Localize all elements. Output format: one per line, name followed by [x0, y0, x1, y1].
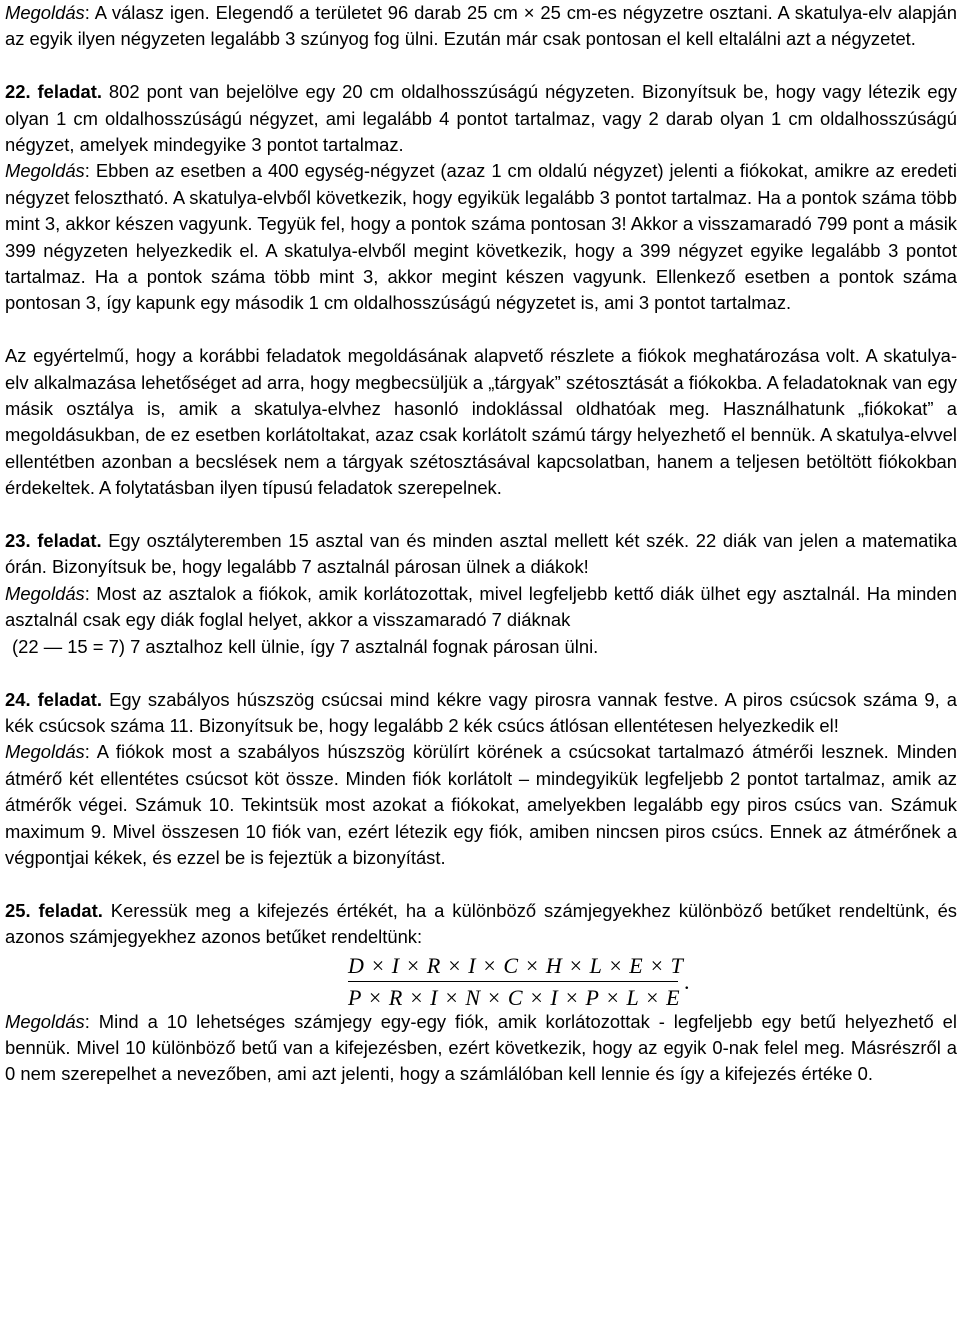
- task-text: Keressük meg a kifejezés értékét, ha a különböző számjegyekhez különböző betűket rendeltünk, és azonos számjegyekhez azonos betűket rendeltünk:: [5, 899, 957, 948]
- task-heading: 24. feladat.: [5, 688, 103, 710]
- paragraph-gap: [5, 502, 957, 528]
- solution-25: [5, 1009, 957, 1088]
- solution-23-continued: (22 — 15 = 7) 7 asztalhoz kell ülnie, így 7 asztalnál fognak párosan ülni.: [12, 635, 599, 657]
- solution-label: Megoldás: [5, 160, 85, 182]
- fraction-bar: [348, 981, 678, 983]
- solution-text: : Ebben az esetben a 400 egység-négyzet (azaz 1 cm oldalú négyzet) jelenti a fiókokat, amikre az eredeti négyzet felosztható. A skatulya-elvből következik, hogy egyikük legalább 3 pontot tartalmaz. Ha a pontok száma több mint 3, akkor készen vagyunk. Tegyük fel, hogy a pontok száma pontosan 3! Akkor a visszamaradó 799 pont a másik 399 négyzeten helyezkedik el. A skatulya-elvből megint következik, hogy a 399 négyzet egyike legalább 3 pontot tartalmaz. Ha a pontok száma több mint 3, akkor megint készen vagyunk. Ellenkező esetben a pontok száma pontosan 3, így kapunk egy második 1 cm oldalhosszúságú négyzetet is, ami 3 pontot tartalmaz.: [5, 160, 957, 314]
- task-text: Egy osztályteremben 15 asztal van és minden asztal mellett két szék. 22 diák van jelen a matematika órán. Bizonyítsuk be, hogy legalább 7 asztalnál párosan ülnek a diákok!: [5, 530, 958, 578]
- solution-label: Megoldás: [5, 2, 85, 23]
- fraction-formula: [5, 951, 957, 1009]
- task-24: [5, 687, 957, 740]
- solution-label: Megoldás: [5, 741, 85, 763]
- solution-label: Megoldás: [5, 582, 85, 604]
- solution-21: [5, 0, 957, 53]
- solution-22: [5, 158, 957, 316]
- task-23: [5, 528, 957, 581]
- solution-text: : Most az asztalok a fiókok, amik korlátozottak, mivel legfeljebb kettő diák ülhet egy asztalnál. Ha minden asztalnál csak egy diák foglal helyet, akkor a visszamaradó 7 diáknak: [5, 582, 957, 631]
- solution-text: : A válasz igen. Elegendő a területet 96 darab 25 cm × 25 cm-es négyzetre osztani. A skatulya-elv alapján az egyik ilyen négyzeten legalább 3 szúnyog fog ülni. Ezután már csak pontosan el kell eltalálni azt a négyzetet.: [5, 2, 957, 50]
- paragraph-gap: [5, 871, 957, 897]
- task-heading: 23. feladat.: [5, 530, 102, 552]
- paragraph-gap: [5, 660, 957, 686]
- fraction-numerator: D × I × R × I × C × H × L × E × T: [348, 952, 684, 978]
- paragraph-gap: [5, 53, 957, 79]
- task-text: Egy szabályos húszszög csúcsai mind kékre vagy pirosra vannak festve. A piros csúcsok száma 9, a kék csúcsok száma 11. Bizonyítsuk be, hogy legalább 2 kék csúcs átlósan ellentétesen helyezkedik el!: [5, 688, 958, 736]
- paragraph-gap: [5, 317, 957, 343]
- task-25: [5, 898, 957, 951]
- solution-label: Megoldás: [5, 1010, 85, 1032]
- intro-paragraph: Az egyértelmű, hogy a korábbi feladatok megoldásának alapvető részlete a fiókok meghatározása volt. A skatulya-elv alkalmazása lehetőséget ad arra, hogy megbecsüljük a „tárgyak” szétosztását a fiókokba. A feladatoknak van egy másik osztálya is, amik a skatulya-elvhez hasonló indoklással oldhatóak meg. Használhatunk „fiókokat” a megoldásukban, de ez esetben korlátoltakat, azaz csak korlátolt számú tárgy helyezhető el bennük. A skatulya-elvvel ellentétben azonban a becslések nem a tárgyak szétosztásával kapcsolatban, hanem a teljesen betöltött fiókokban érdekeltek. A folytatásban ilyen típusú feladatok szerepelnek.: [5, 345, 957, 499]
- task-heading: 22. feladat.: [5, 81, 102, 103]
- task-22: [5, 79, 957, 158]
- document-page: [5, 0, 957, 1088]
- fraction: [348, 952, 684, 1012]
- solution-24: [5, 739, 957, 871]
- task-text: 802 pont van bejelölve egy 20 cm oldalhosszúságú négyzeten. Bizonyítsuk be, hogy vagy létezik egy olyan 1 cm oldalhosszúságú négyzet, ami legalább 4 pontot tartalmaz, vagy 2 darab olyan 1 cm oldalhosszúságú négyzet, amelyek mindegyike 3 pontot tartalmaz.: [5, 81, 958, 156]
- fraction-denominator: P × R × I × N × C × I × P × L × E: [348, 985, 681, 1011]
- solution-text: : Mind a 10 lehetséges számjegy egy-egy fiók, amik korlátozottak - legfeljebb egy betű helyezhető el bennük. Mivel 10 különböző betű van a kifejezésben, ezért következik, hogy az egyik 0-nak felel meg. Másrészről a 0 nem szerepelhet a nevezőben, ami azt jelenti, hogy a számlálóban kell lennie és így a kifejezés értéke 0.: [5, 1010, 957, 1085]
- solution-text: : A fiókok most a szabályos húszszög körülírt körének a csúcsokat tartalmazó átmérői lesznek. Minden átmérő két ellentétes csúcsot köt össze. Minden fiók korlátolt – mindegyikük legfeljebb 2 pontot tartalmaz, amik az átmérők végei. Számuk 10. Tekintsük most azokat a fiókokat, amelyekben legalább egy piros csúcs van. Számuk maximum 9. Mivel összesen 10 fiók van, ezért létezik egy fiók, amiben nincsen piros csúcs. Ennek az átmérőnek a végpontjai kékek, és ezzel be is fejeztük a bizonyítást.: [5, 741, 957, 868]
- solution-23: [5, 581, 957, 634]
- task-heading: 25. feladat.: [5, 899, 103, 921]
- formula-period: .: [684, 968, 690, 994]
